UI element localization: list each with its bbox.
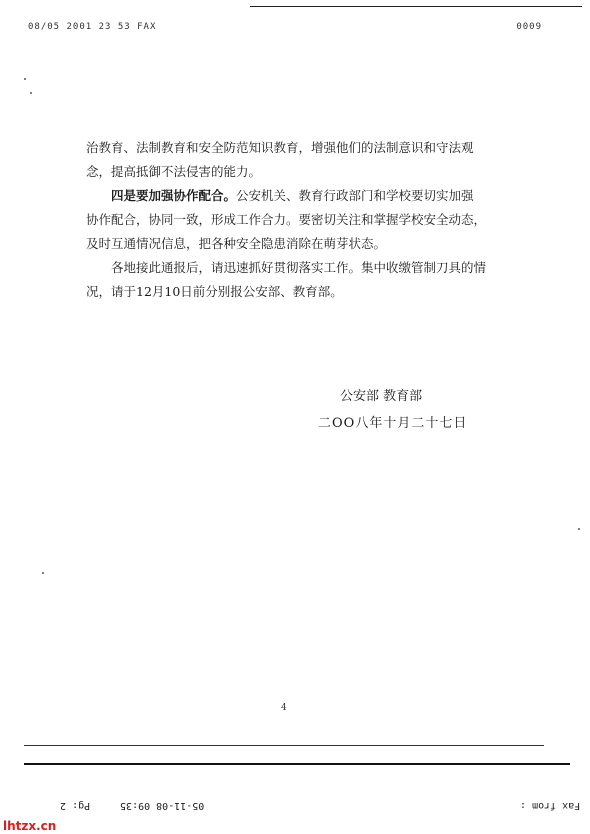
fax-header — [28, 22, 550, 36]
scan-speck — [42, 572, 44, 574]
bottom-rule-thin — [24, 745, 544, 746]
letter-body — [86, 136, 486, 304]
fax-header-right: 0009 — [516, 22, 542, 32]
body-paragraph-4 — [86, 184, 486, 256]
site-watermark: lhtzx.cn — [0, 818, 59, 834]
fax-footer-datetime: 05-11-08 09:35 — [120, 800, 205, 811]
scan-speck — [24, 78, 26, 80]
fax-footer-from: Fax from : — [520, 800, 581, 811]
fax-header-left: 08/05 2001 23 53 FAX — [28, 22, 157, 32]
page-number: 4 — [281, 703, 287, 713]
fax-footer-page: Pg: 2 — [60, 800, 91, 811]
scan-speck — [30, 92, 32, 94]
body-paragraph-5: 各地接此通报后，请迅速抓好贯彻落实工作。集中收缴管制刀具的情况，请于12月10日前分别报公安部、教育部。 — [86, 260, 487, 299]
issue-date: 二OO八年十月二十七日 — [318, 416, 468, 431]
top-rule — [250, 6, 582, 7]
scan-speck — [578, 528, 580, 530]
paragraph-4-text: 公安机关、教育行政部门和学校要切实加强协作配合，协同一致，形成工作合力。要密切关注和掌握学校安全动态，及时互通情况信息，把各种安全隐患消除在萌芽状态。 — [86, 188, 487, 251]
signature: 公安部 教育部 — [340, 389, 423, 404]
body-paragraph-continuation: 治教育、法制教育和安全防范知识教育，增强他们的法制意识和守法观念，提高抵御不法侵害的能力。 — [86, 140, 474, 179]
paragraph-4-title: 四是要加强协作配合。 — [111, 188, 237, 203]
bottom-rule-thick — [24, 763, 570, 765]
fax-footer — [0, 800, 590, 814]
